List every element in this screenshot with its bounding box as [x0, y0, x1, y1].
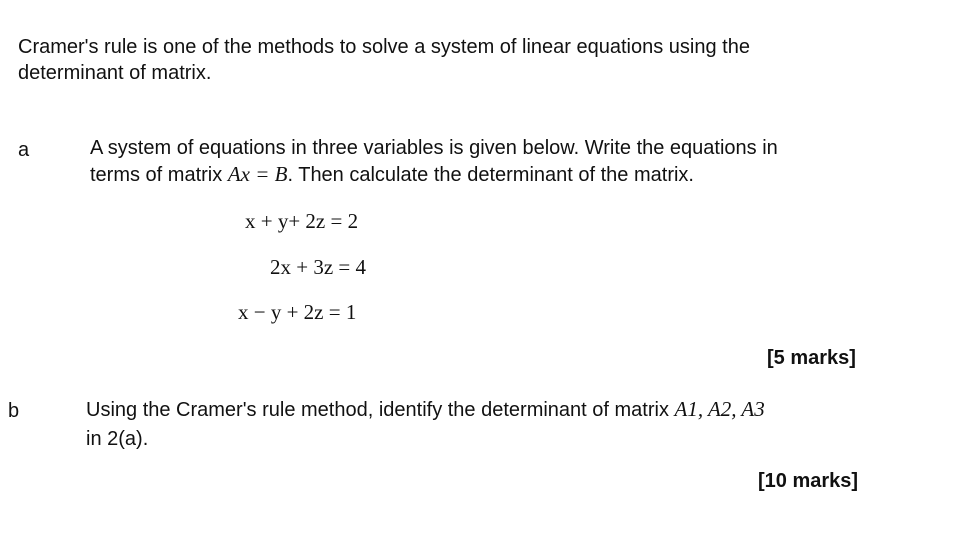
- part-a-line-2-prefix: terms of matrix: [90, 164, 223, 186]
- matrix-equation: Ax = B: [227, 162, 288, 186]
- part-b-line-1: [86, 396, 765, 423]
- part-b-line-1-prefix: Using the Cramer's rule method, identify the determinant of matrix: [86, 399, 669, 421]
- part-b-label: b: [8, 400, 20, 422]
- part-a-label: a: [18, 139, 30, 161]
- equation-1: x + y+ 2z = 2: [245, 209, 359, 233]
- part-a-line-2-suffix: . Then calculate the determinant of the matrix.: [287, 164, 694, 186]
- intro-line-2: determinant of matrix.: [18, 62, 212, 84]
- equation-2: 2x + 3z = 4: [270, 255, 367, 279]
- part-a-line-2: [90, 161, 694, 188]
- part-b-line-2: in 2(a).: [86, 428, 149, 450]
- matrix-list: A1, A2, A3: [674, 397, 765, 421]
- part-a-line-1: A system of equations in three variables is given below. Write the equations in: [90, 137, 778, 159]
- part-b-marks: [10 marks]: [758, 470, 859, 492]
- intro-line-1: Cramer's rule is one of the methods to solve a system of linear equations using the: [18, 36, 750, 58]
- part-a-marks: [5 marks]: [767, 347, 856, 369]
- equation-3: x − y + 2z = 1: [238, 300, 357, 324]
